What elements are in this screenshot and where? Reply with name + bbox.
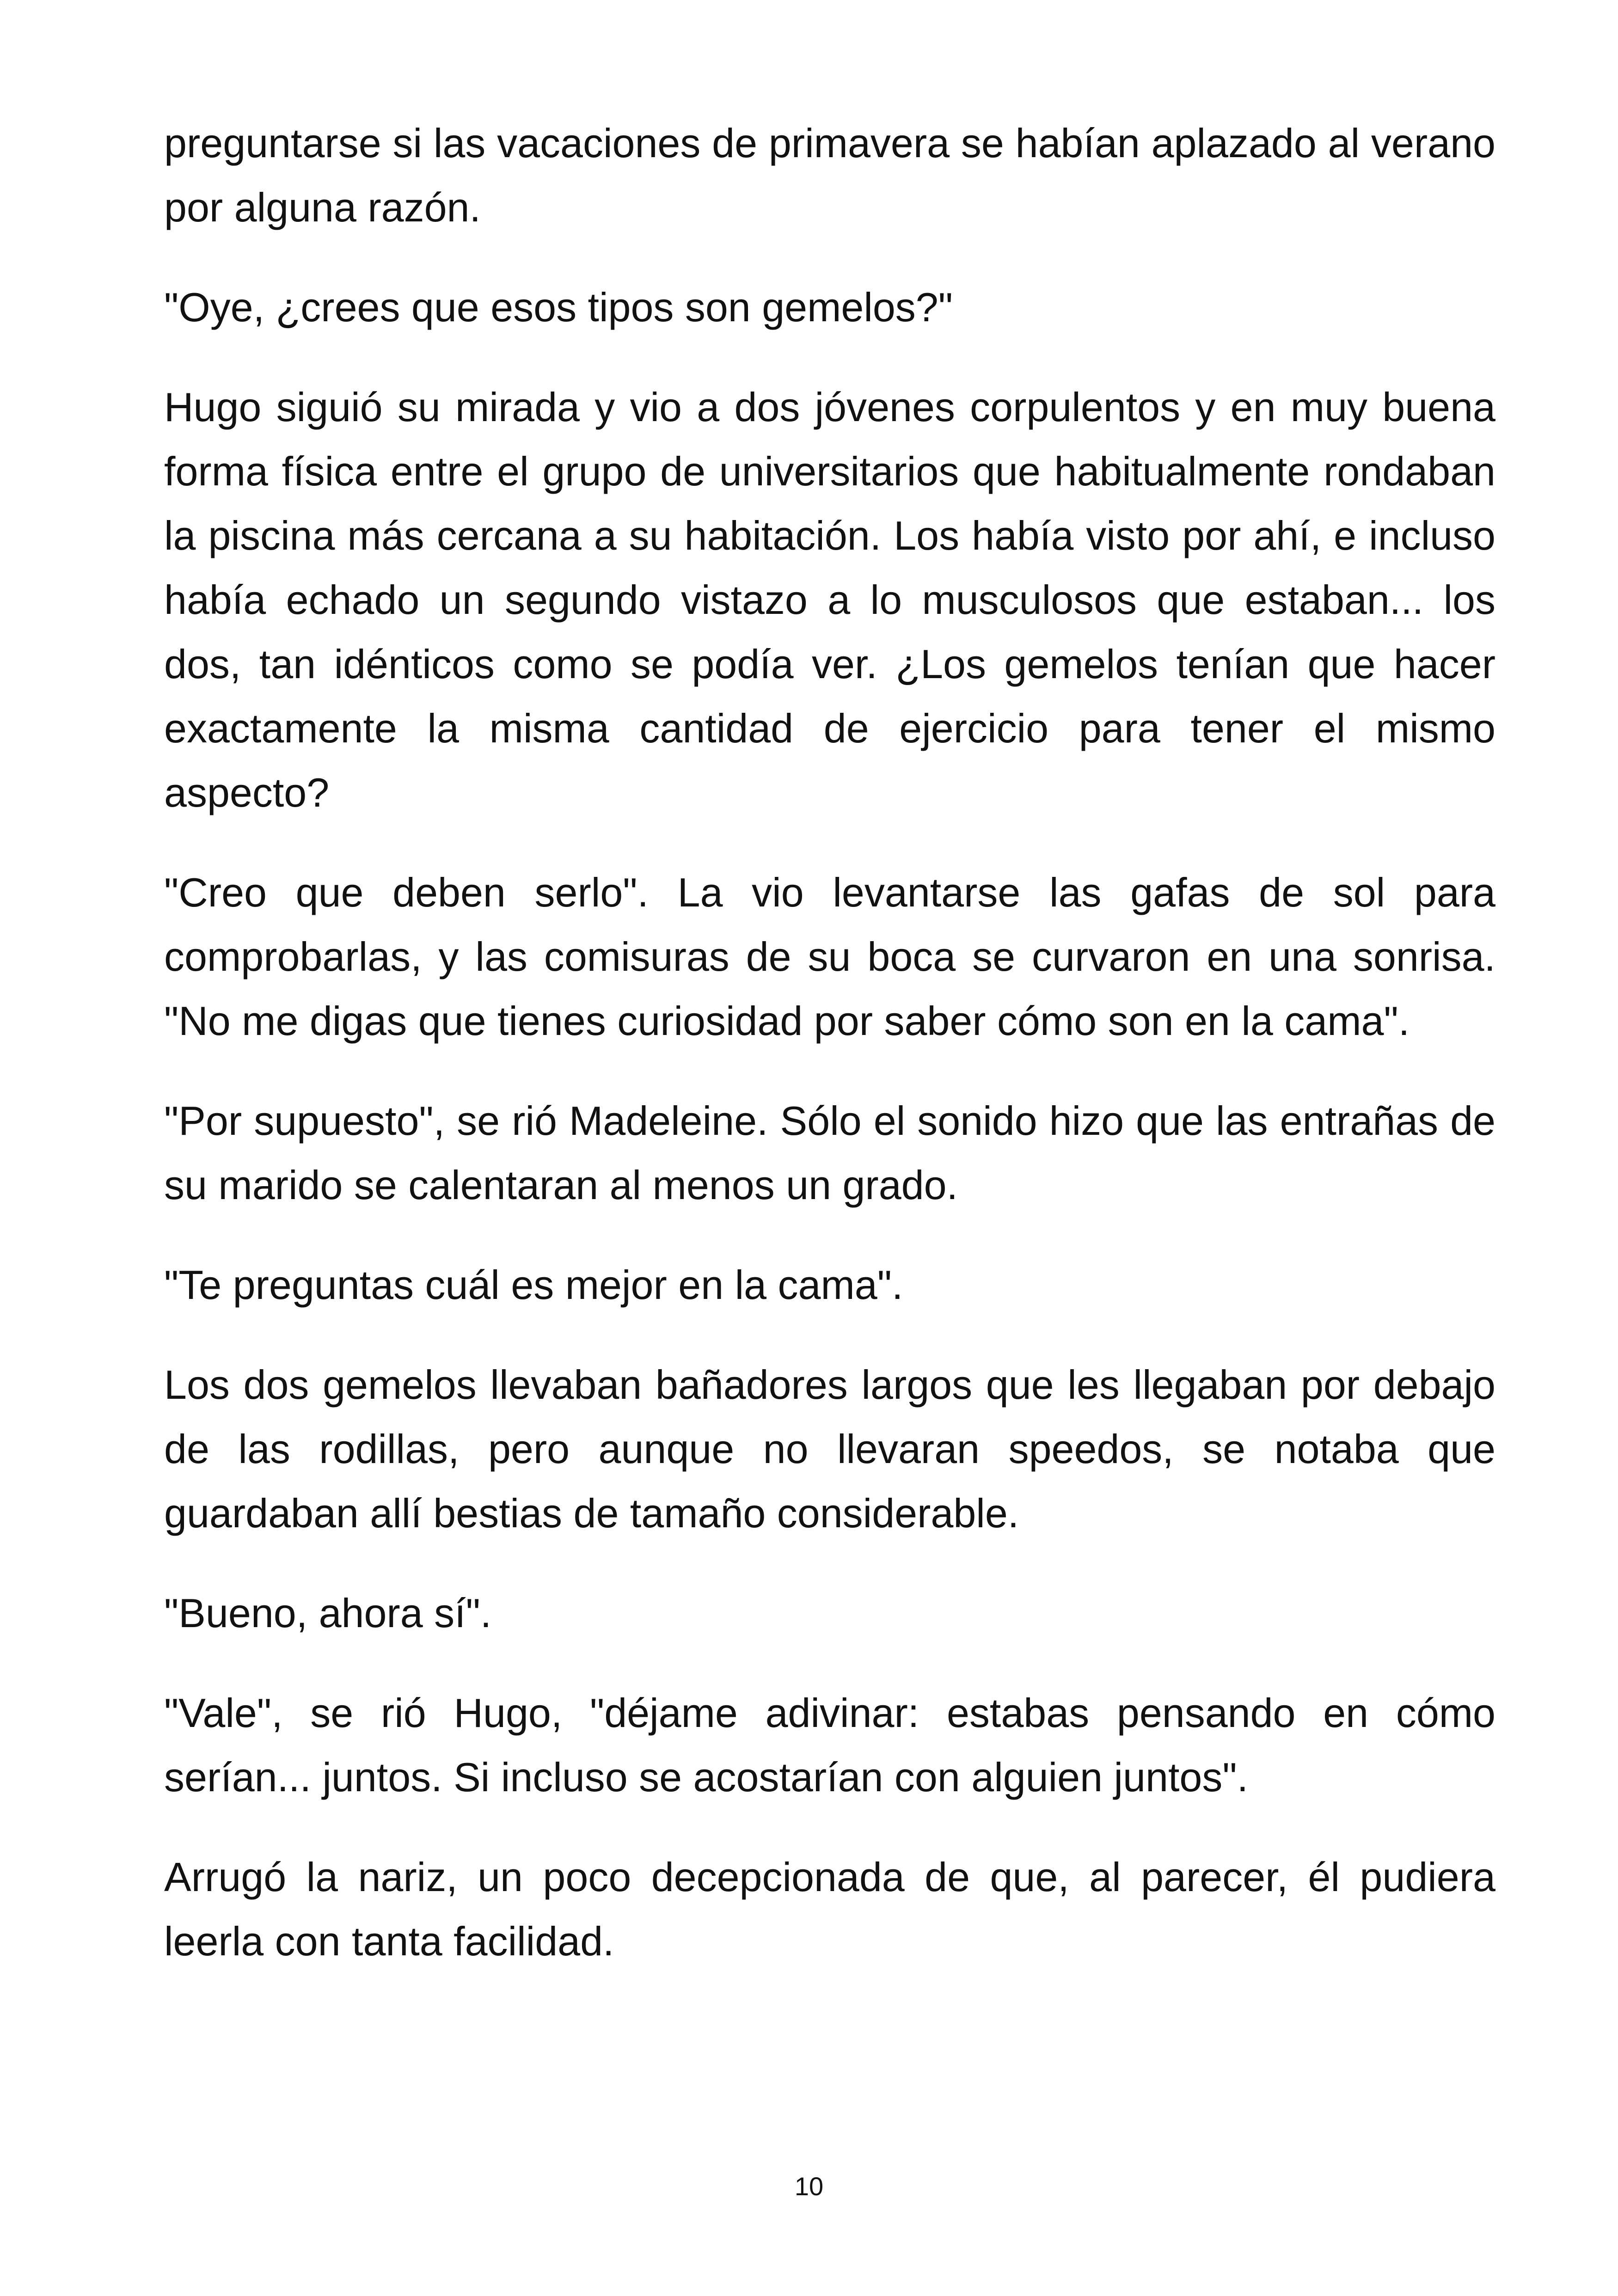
paragraph: "Creo que deben serlo". La vio levantarse las gafas de sol para comprobarlas, y las comisuras de su boca se curvaron en una sonrisa. "No me digas que tienes curiosidad por saber cómo son en la cama". xyxy=(164,869,1495,1044)
paragraph: "Oye, ¿crees que esos tipos son gemelos?" xyxy=(164,284,953,330)
paragraph: Los dos gemelos llevaban bañadores largos que les llegaban por debajo de las rodillas, pero aunque no llevaran speedos, se notaba que guardaban allí bestias de tamaño considerable. xyxy=(164,1362,1495,1536)
body-text xyxy=(164,111,1495,2009)
paragraph: Hugo siguió su mirada y vio a dos jóvenes corpulentos y en muy buena forma física entre el grupo de universitarios que habitualmente rondaban la piscina más cercana a su habitación. Los había visto por ahí, e incluso había echado un segundo vistazo a lo musculosos que estaban... los dos, tan idénticos como se podía ver. ¿Los gemelos tenían que hacer exactamente la misma cantidad de ejercicio para tener el mismo aspecto? xyxy=(164,384,1495,815)
paragraph: Arrugó la nariz, un poco decepcionada de que, al parecer, él pudiera leerla con tanta facilidad. xyxy=(164,1854,1495,1964)
paragraph: "Te preguntas cuál es mejor en la cama". xyxy=(164,1262,903,1308)
paragraph: "Vale", se rió Hugo, "déjame adivinar: estabas pensando en cómo serían... juntos. Si incluso se acostarían con alguien juntos". xyxy=(164,1690,1495,1800)
paragraph: "Por supuesto", se rió Madeleine. Sólo el sonido hizo que las entrañas de su marido se calentaran al menos un grado. xyxy=(164,1098,1495,1208)
page-number: 10 xyxy=(794,2172,824,2201)
paragraph: preguntarse si las vacaciones de primavera se habían aplazado al verano por alguna razón. xyxy=(164,120,1495,230)
paragraph: "Bueno, ahora sí". xyxy=(164,1590,492,1636)
